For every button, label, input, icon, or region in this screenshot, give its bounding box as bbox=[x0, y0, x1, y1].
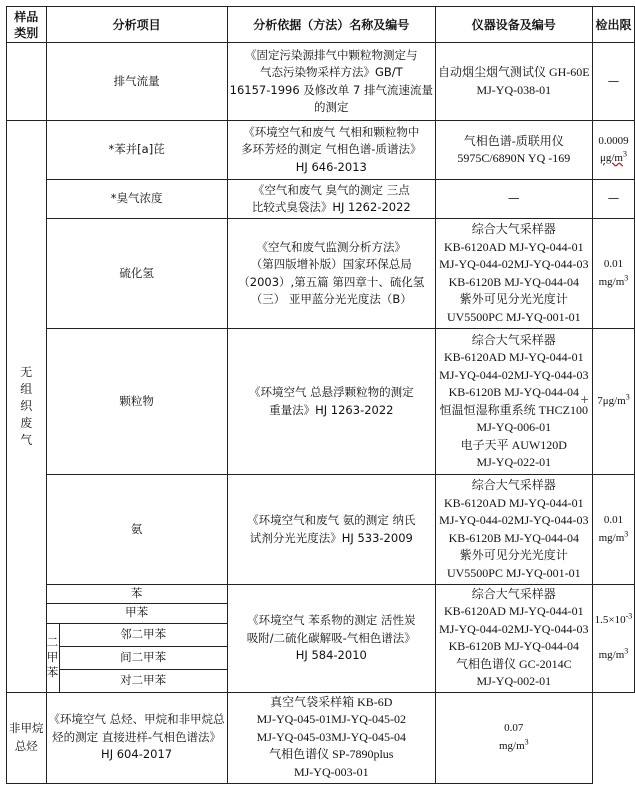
header-sample-category: 样品类别 bbox=[7, 7, 47, 43]
limit-cell: 0.07 $mg/m^3$ bbox=[435, 692, 592, 783]
item-cell: *苯并[a]芘 bbox=[46, 121, 227, 180]
method-cell: 《环境空气和废气 气相和颗粒物中 多环芳烃的测定 气相色谱-质谱法》 HJ 646-2013 bbox=[227, 121, 435, 180]
xylene-group-label: 二甲苯 bbox=[46, 635, 59, 679]
header-detection-limit: 检出限 bbox=[592, 7, 635, 43]
table-row-ammonia bbox=[7, 475, 635, 585]
limit-cell: $7\mu g/m^3$ bbox=[592, 329, 635, 475]
table-row-particulate bbox=[7, 329, 635, 475]
limit-cell: 0.01 $mg/m^3$ bbox=[592, 475, 635, 585]
limit-cell: — bbox=[592, 180, 635, 219]
equipment-cell: 气相色谱-质联用仪 5975C/6890N YQ -169 bbox=[435, 121, 592, 180]
item-cell: *臭气浓度 bbox=[46, 180, 227, 219]
header-row bbox=[7, 7, 635, 43]
item-cell: 硫化氢 bbox=[46, 219, 227, 329]
item-cell: 非甲烷 总烃 bbox=[7, 692, 47, 783]
method-cell: 《环境空气 总烃、甲烷和非甲烷总 烃的测定 直接进样-气相色谱法》 HJ 604-2017 bbox=[46, 692, 227, 783]
item-cell-o-xylene: 邻二甲苯 bbox=[59, 624, 227, 647]
equipment-cell: 真空气袋采样箱 KB-6D MJ-YQ-045-01MJ-YQ-045-02 MJ-YQ-045-03MJ-YQ-045-04 气相色谱仪 SP-7890plus MJ-YQ-003-01 bbox=[227, 692, 435, 783]
method-cell: 《环境空气 总悬浮颗粒物的测定 重量法》HJ 1263-2022 bbox=[227, 329, 435, 475]
table-row-odor bbox=[7, 180, 635, 219]
item-cell-benzene: 苯 bbox=[46, 585, 227, 604]
header-equipment: 仪器设备及编号 bbox=[435, 7, 592, 43]
limit-cell: 0.0009 $\mu g/m^3$ bbox=[592, 121, 635, 180]
item-cell: 排气流量 bbox=[46, 43, 227, 121]
side-expand-mark[interactable]: + bbox=[580, 393, 590, 406]
method-cell: 《环境空气和废气 氨的测定 纳氏 试剂分光光度法》HJ 533-2009 bbox=[227, 475, 435, 585]
method-cell: 《空气和废气监测分析方法》 （第四版增补版）国家环保总局 （2003）,第五篇 第四章十、硫化氢 （三） 亚甲蓝分光光度法（B） bbox=[227, 219, 435, 329]
header-analysis-item: 分析项目 bbox=[46, 7, 227, 43]
equipment-cell: 综合大气采样器 KB-6120AD MJ-YQ-044-01 MJ-YQ-044-02MJ-YQ-044-03 KB-6120B MJ-YQ-044-04 紫外可见分光光度计 UV5500PC MJ-YQ-001-01 bbox=[435, 475, 592, 585]
item-cell-p-xylene: 对二甲苯 bbox=[120, 672, 167, 687]
table-row-hydrogen-sulfide bbox=[7, 219, 635, 329]
equipment-cell: — bbox=[435, 180, 592, 219]
category-fugitive-label: 无组织废气 bbox=[20, 364, 33, 447]
xylene-group-label-cell bbox=[47, 624, 60, 692]
equipment-cell: 综合大气采样器 KB-6120AD MJ-YQ-044-01 MJ-YQ-044-02MJ-YQ-044-03 KB-6120B MJ-YQ-044-04 恒温恒湿称重系统 THCZ100 MJ-YQ-006-01 电子天平 AUW120D MJ-YQ-022-01 bbox=[435, 329, 592, 475]
limit-cell: — bbox=[592, 43, 635, 121]
xylene-group-cell bbox=[46, 623, 227, 692]
method-cell: 《环境空气 苯系物的测定 活性炭 吸附/二硫化碳解吸-气相色谱法》 HJ 584-2010 bbox=[227, 585, 435, 693]
table-row-exhaust-flow bbox=[7, 43, 635, 121]
header-method: 分析依据（方法）名称及编号 bbox=[227, 7, 435, 43]
item-cell-m-xylene: 间二甲苯 bbox=[59, 646, 227, 669]
method-cell: 《固定污染源排气中颗粒物测定与 气态污染物采样方法》GB/T 16157-1996 及修改单 7 排气流速流量 的测定 bbox=[227, 43, 435, 121]
item-cell: 颗粒物 bbox=[46, 329, 227, 475]
table-row-benzo-a-pyrene bbox=[7, 121, 635, 180]
category-fugitive-cell bbox=[7, 121, 47, 693]
table-row-benzene bbox=[7, 585, 635, 604]
empty-category-cell bbox=[7, 43, 47, 121]
xylene-subtable bbox=[47, 624, 227, 692]
table-row-nmhc bbox=[7, 692, 635, 783]
limit-cell: 0.01 $mg/m^3$ bbox=[592, 219, 635, 329]
method-cell: 《空气和废气 臭气的测定 三点 比较式臭袋法》HJ 1262-2022 bbox=[227, 180, 435, 219]
equipment-cell: 综合大气采样器 KB-6120AD MJ-YQ-044-01 MJ-YQ-044-02MJ-YQ-044-03 KB-6120B MJ-YQ-044-04 紫外可见分光光度计 UV5500PC MJ-YQ-001-01 bbox=[435, 219, 592, 329]
analysis-methods-table bbox=[6, 6, 635, 784]
limit-cell: $1.5\times 10^{-3}$ $mg/m^3$ bbox=[592, 585, 635, 693]
equipment-cell: 综合大气采样器 KB-6120AD MJ-YQ-044-01 MJ-YQ-044-02MJ-YQ-044-03 KB-6120B MJ-YQ-044-04 气相色谱仪 GC-2014C MJ-YQ-002-01 bbox=[435, 585, 592, 693]
equipment-cell: 自动烟尘烟气测试仪 GH-60E MJ-YQ-038-01 bbox=[435, 43, 592, 121]
item-cell-toluene: 甲苯 bbox=[46, 603, 227, 623]
item-cell: 氨 bbox=[46, 475, 227, 585]
